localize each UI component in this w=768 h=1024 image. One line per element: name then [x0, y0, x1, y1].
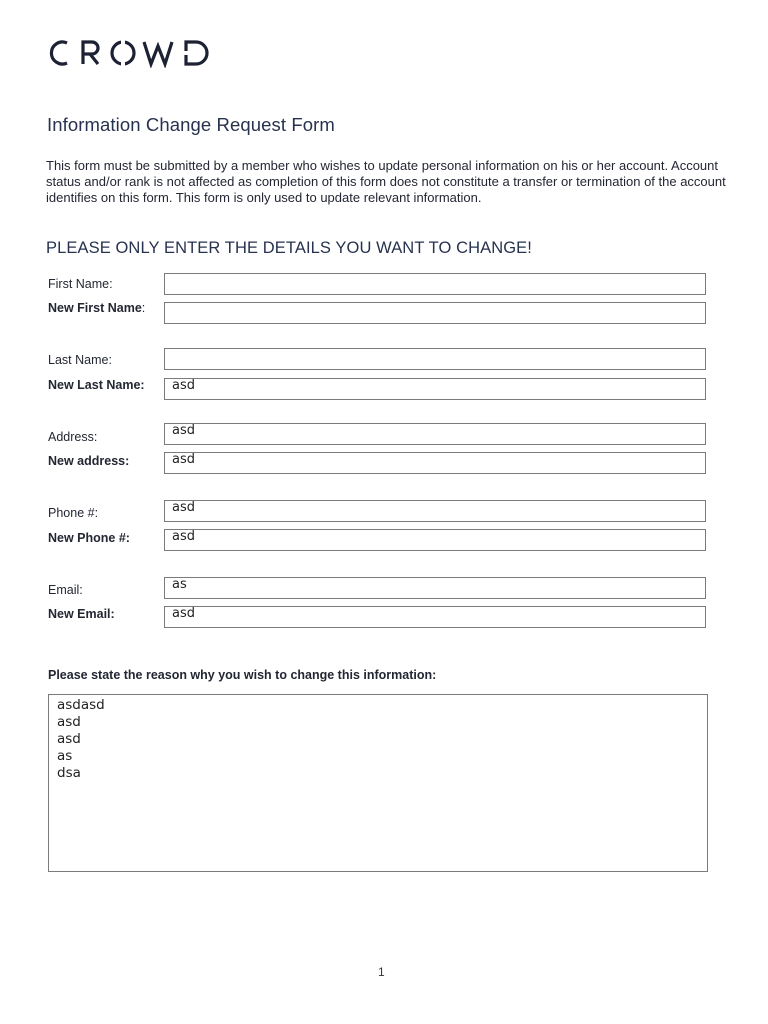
last-name-label: Last Name:: [48, 353, 112, 367]
new-email-field[interactable]: asd: [164, 606, 706, 628]
reason-textarea[interactable]: asdasd asd asd as dsa: [48, 694, 708, 872]
new-first-name-label: New First Name: [48, 301, 142, 315]
new-last-name-label: New Last Name:: [48, 378, 145, 392]
new-phone-label: New Phone #:: [48, 531, 130, 545]
crowd-logo: [46, 38, 218, 68]
first-name-field[interactable]: [164, 273, 706, 295]
new-last-name-field[interactable]: asd: [164, 378, 706, 400]
email-field[interactable]: as: [164, 577, 706, 599]
new-first-name-label-wrap: [48, 301, 145, 315]
new-first-name-field[interactable]: [164, 302, 706, 324]
address-field[interactable]: asd: [164, 423, 706, 445]
reason-label: Please state the reason why you wish to change this information:: [48, 668, 437, 682]
instruction-heading: PLEASE ONLY ENTER THE DETAILS YOU WANT TO CHANGE!: [46, 239, 532, 257]
page-number: 1: [378, 965, 385, 979]
logo-text: [46, 68, 47, 69]
first-name-label: First Name:: [48, 277, 113, 291]
email-label: Email:: [48, 583, 83, 597]
crowd-logo-mark: [46, 38, 218, 68]
form-intro: This form must be submitted by a member who wishes to update personal information on his or her account. Account status and/or rank is not affected as completion of this form does not constitute a transfer or termination of the account identifies on this form. This form is only used to update relevant information.: [46, 158, 726, 205]
new-email-label: New Email:: [48, 607, 115, 621]
address-label: Address:: [48, 430, 98, 444]
phone-label: Phone #:: [48, 506, 99, 520]
phone-field[interactable]: asd: [164, 500, 706, 522]
new-address-label: New address:: [48, 454, 130, 468]
new-first-name-colon: :: [141, 301, 146, 315]
last-name-field[interactable]: [164, 348, 706, 370]
new-phone-field[interactable]: asd: [164, 529, 706, 551]
form-title: Information Change Request Form: [47, 114, 335, 135]
new-address-field[interactable]: asd: [164, 452, 706, 474]
